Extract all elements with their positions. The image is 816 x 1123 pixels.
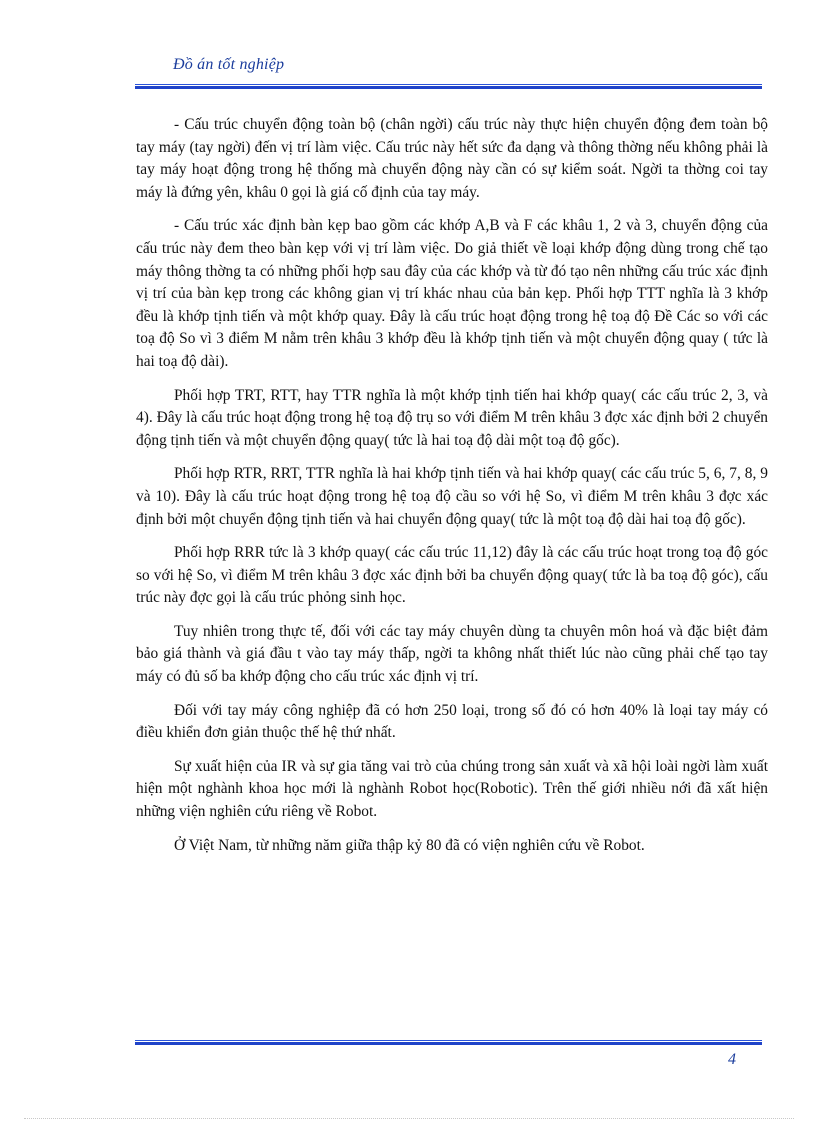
paragraph: Phối hợp RTR, RRT, TTR nghĩa là hai khớp tịnh tiến và hai khớp quay( các cấu trúc 5, 6, 7, 8, 9 và 10). Đây là cấu trúc hoạt động trong hệ toạ độ cầu so với hệ So, vì điểm M trên khâu 3 đợc xác định bởi một chuyển động tịnh tiến và hai chuyển động quay( tức là một toạ độ dài hai toạ độ gốc). [136, 465, 768, 528]
paragraph: Ở Việt Nam, từ những năm giữa thập kỷ 80 đã có viện nghiên cứu về Robot. [174, 836, 645, 854]
paragraph: Phối hợp RRR tức là 3 khớp quay( các cấu trúc 11,12) đây là các cấu trúc hoạt trong toạ độ góc so với hệ So, vì điểm M trên khâu 3 đợc xác định bởi ba chuyển động quay( tức là ba toạ độ góc), cấu trúc này đợc gọi là cấu trúc phỏng sinh học. [136, 544, 768, 607]
header-divider [135, 84, 762, 89]
paragraph: - Cấu trúc chuyển động toàn bộ (chân ngời) cấu trúc này thực hiện chuyển động đem toàn bộ tay máy (tay ngời) đến vị trí làm việc. Cấu trúc này hết sức đa dạng và thông thờng nếu không phải là tay máy hoạt động trong hệ thống mà chuyển động này cần có sự kiểm soát. Ngời ta thờng coi tay máy là đứng yên, khâu 0 gọi là giá cố định của tay máy. [136, 116, 768, 201]
paragraph: Sự xuất hiện của IR và sự gia tăng vai trò của chúng trong sản xuất và xã hội loài ngời làm xuất hiện một nghành khoa học mới là nghành Robot học(Robotic). Trên thế giới nhiều nới đã xất hiện những viện nghiên cứu riêng về Robot. [136, 757, 768, 821]
page-bottom-border [24, 1118, 794, 1119]
paragraph: Tuy nhiên trong thực tế, đối với các tay máy chuyên dùng ta chuyên môn hoá và đặc biệt đảm bảo giá thành và giá đầu t vào tay máy thấp, ngời ta không nhất thiết lúc nào cũng phải chế tạo tay máy có đủ số ba khớp động cho cấu trúc xác định vị trí. [136, 622, 768, 686]
body-text [136, 114, 768, 868]
header-title: Đồ án tốt nghiệp [173, 56, 285, 73]
paragraph: Phối hợp TRT, RTT, hay TTR nghĩa là một khớp tịnh tiến hai khớp quay( các cấu trúc 2, 3, và 4). Đây là cấu trúc hoạt động trong hệ toạ độ trụ so với điểm M trên khâu 3 đợc xác định bởi 2 chuyển động tịnh tiến và một chuyển động quay( tức là hai toạ độ dài một toạ độ gốc). [136, 386, 768, 449]
footer-divider [135, 1040, 762, 1045]
paragraph: - Cấu trúc xác định bàn kẹp bao gồm các khớp A,B và F các khâu 1, 2 và 3, chuyển động của cấu trúc này đem theo bàn kẹp với vị trí làm việc. Do giả thiết về loại khớp động dùng trong chế tạo máy thông thờng ta có những phối hợp sau đây của các khớp và từ đó tạo nên những cấu trúc xác định vị trí của bàn kẹp trong các không gian vị trí khác nhau của bản kẹp. Phối hợp TTT nghĩa là 3 khớp đều là khớp tịnh tiến và một khớp quay. Đây là cấu trúc hoạt động trong hệ toạ độ Đề Các so với các toạ độ So vì 3 điểm M nằm trên khâu 3 khớp đều là khớp tịnh tiến và một chuyển động quay ( tức là hai toạ độ dài). [136, 217, 768, 370]
page-number: 4 [728, 1051, 736, 1068]
paragraph: Đối với tay máy công nghiệp đã có hơn 250 loại, trong số đó có hơn 40% là loại tay máy có điều khiển đơn giản thuộc thế hệ thứ nhất. [136, 701, 768, 742]
